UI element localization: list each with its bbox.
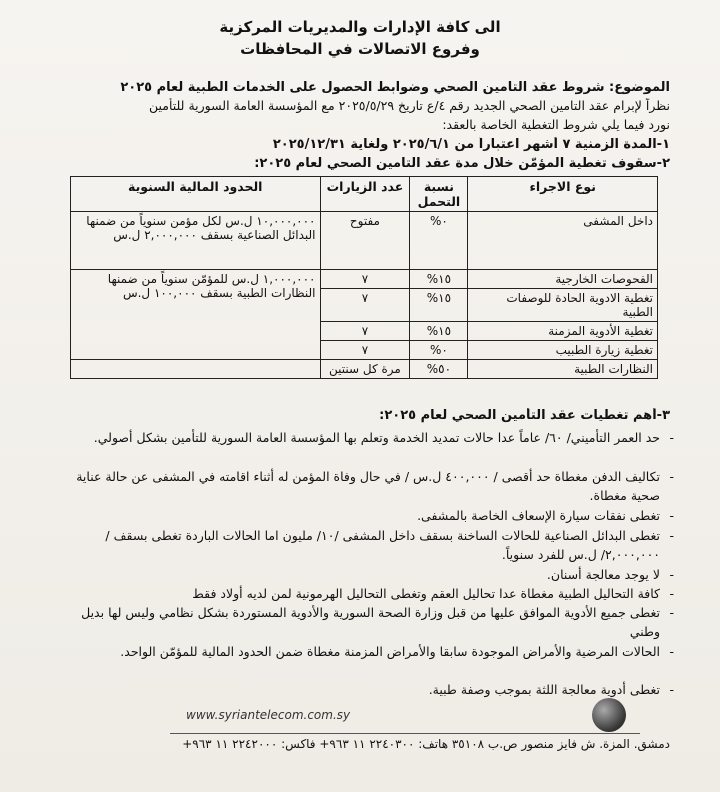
cell-visits: مرة كل سنتين — [320, 360, 410, 379]
table-row — [71, 270, 658, 289]
table-header-row — [71, 177, 658, 212]
col-header-type: نوع الاجراء — [468, 177, 658, 212]
list-item: - تغطى نفقات سيارة الإسعاف الخاصة بالمشفى. — [417, 508, 674, 523]
cell-ratio: ١٥% — [410, 289, 468, 322]
list-item: - تغطى جميع الأدوية الموافق عليها من قبل وزارة الصحة السورية والأدوية المستوردة بشكل نظامي وليس لها بديل وطني — [81, 605, 674, 639]
col-header-ratio: نسبة التحمل — [410, 177, 468, 212]
cell-ratio: ٠% — [410, 341, 468, 360]
cell-limits — [71, 360, 321, 379]
table-row — [71, 212, 658, 270]
list-item: - تكاليف الدفن مغطاة حد أقصى / ٤٠٠,٠٠٠ ل.س / في حال وفاة المؤمن له أثناء اقامته في المشفى عن حالة عناية صحية مغطاة. — [76, 469, 674, 503]
globe-logo-icon — [592, 698, 626, 732]
coverage-table — [70, 176, 658, 379]
cell-ratio: ٠% — [410, 212, 468, 270]
item-1-duration: ١-المدة الزمنية ٧ أشهر اعتباراً من ٢٠٢٥/٦/١ ولغاية ٢٠٢٥/١٢/٣١ — [272, 137, 670, 152]
cell-type: تغطية الأدوية المزمنة — [468, 322, 658, 341]
cell-ratio: ٥٠% — [410, 360, 468, 379]
recipient-line-2: وفروع الاتصالات في المحافظات — [240, 40, 480, 58]
cell-visits: ٧ — [320, 341, 410, 360]
col-header-limits: الحدود المالية السنوية — [71, 177, 321, 212]
list-item: - كافة التحاليل الطبية مغطاة عدا تحاليل العقم وتغطى التحاليل الهرمونية لمن لديه أولاد فقط — [192, 586, 674, 601]
table-row — [71, 360, 658, 379]
cell-type: داخل المشفى — [468, 212, 658, 270]
cell-ratio: ١٥% — [410, 322, 468, 341]
cell-type: تغطية زيارة الطبيب — [468, 341, 658, 360]
cell-limits: ١٠,٠٠٠,٠٠٠ ل.س لكل مؤمن سنوياً من ضمنها البدائل الصناعية بسقف ٢,٠٠٠,٠٠٠ ل.س — [71, 212, 321, 270]
cell-visits: ٧ — [320, 289, 410, 322]
subject-intro-1: نظراً لإبرام عقد التامين الصحي الجديد رقم ٤/ع تاريخ ٢٠٢٥/٥/٢٩ مع المؤسسة العامة السورية للتأمين — [148, 98, 670, 113]
recipient-line-1: الى كافة الإدارات والمديريات المركزية — [219, 18, 501, 36]
subject-intro-2: نورد فيما يلي شروط التغطية الخاصة بالعقد: — [442, 117, 670, 132]
section-3-title: ٣-أهم تغطيات عقد التأمين الصحي لعام ٢٠٢٥: — [379, 408, 670, 423]
item-2-coverage-caps: ٢-سقوف تغطية المؤمّن خلال مدة عقد التامين الصحي لعام ٢٠٢٥: — [254, 156, 670, 171]
list-item: - حد العمر التأميني/ ٦٠/ عاماً عدا حالات تمديد الخدمة وتعلم بها المؤسسة العامة السورية للتأمين بشكل أصولي. — [93, 430, 674, 445]
list-item: - تغطى أدوية معالجة اللثة بموجب وصفة طبية. — [428, 682, 674, 697]
cell-type: النظارات الطبية — [468, 360, 658, 379]
col-header-visits: عدد الزيارات — [320, 177, 410, 212]
subject-title: الموضوع: شروط عقد التامين الصحي وضوابط الحصول على الخدمات الطبية لعام ٢٠٢٥ — [120, 80, 670, 95]
website-link[interactable]: www.syriantelecom.com.sy — [186, 708, 351, 722]
cell-limits: ١,٠٠٠,٠٠٠ ل.س للمؤمّن سنوياً من ضمنها النظارات الطبية بسقف ١٠٠,٠٠٠ ل.س — [71, 270, 321, 360]
list-item: - لا يوجد معالجة أسنان. — [546, 567, 674, 582]
cell-visits: مفتوح — [320, 212, 410, 270]
list-item: - الحالات المرضية والأمراض الموجودة سابقا والأمراض المزمنة مغطاة ضمن الحدود المالية للمؤمّن الواحد. — [120, 644, 674, 659]
cell-visits: ٧ — [320, 270, 410, 289]
cell-type: الفحوصات الخارجية — [468, 270, 658, 289]
cell-ratio: ١٥% — [410, 270, 468, 289]
list-item: - تغطى البدائل الصناعية للحالات الساخنة بسقف داخل المشفى /١٠/ مليون اما الحالات الباردة تغطى بسقف /٢,٠٠٠,٠٠٠/ ل.س للفرد سنوياً. — [105, 528, 674, 562]
footer-address: دمشق. المزة. ش فايز منصور ص.ب ٣٥١٠٨ هاتف: ٢٢٤٠٣٠٠ ١١ ٩٦٣+ فاكس: ٢٢٤٢٠٠٠ ١١ ٩٦٣+ — [182, 737, 670, 751]
cell-visits: ٧ — [320, 322, 410, 341]
cell-type: تغطية الادوية الحادة للوصفات الطبية — [468, 289, 658, 322]
footer-divider — [170, 733, 640, 734]
